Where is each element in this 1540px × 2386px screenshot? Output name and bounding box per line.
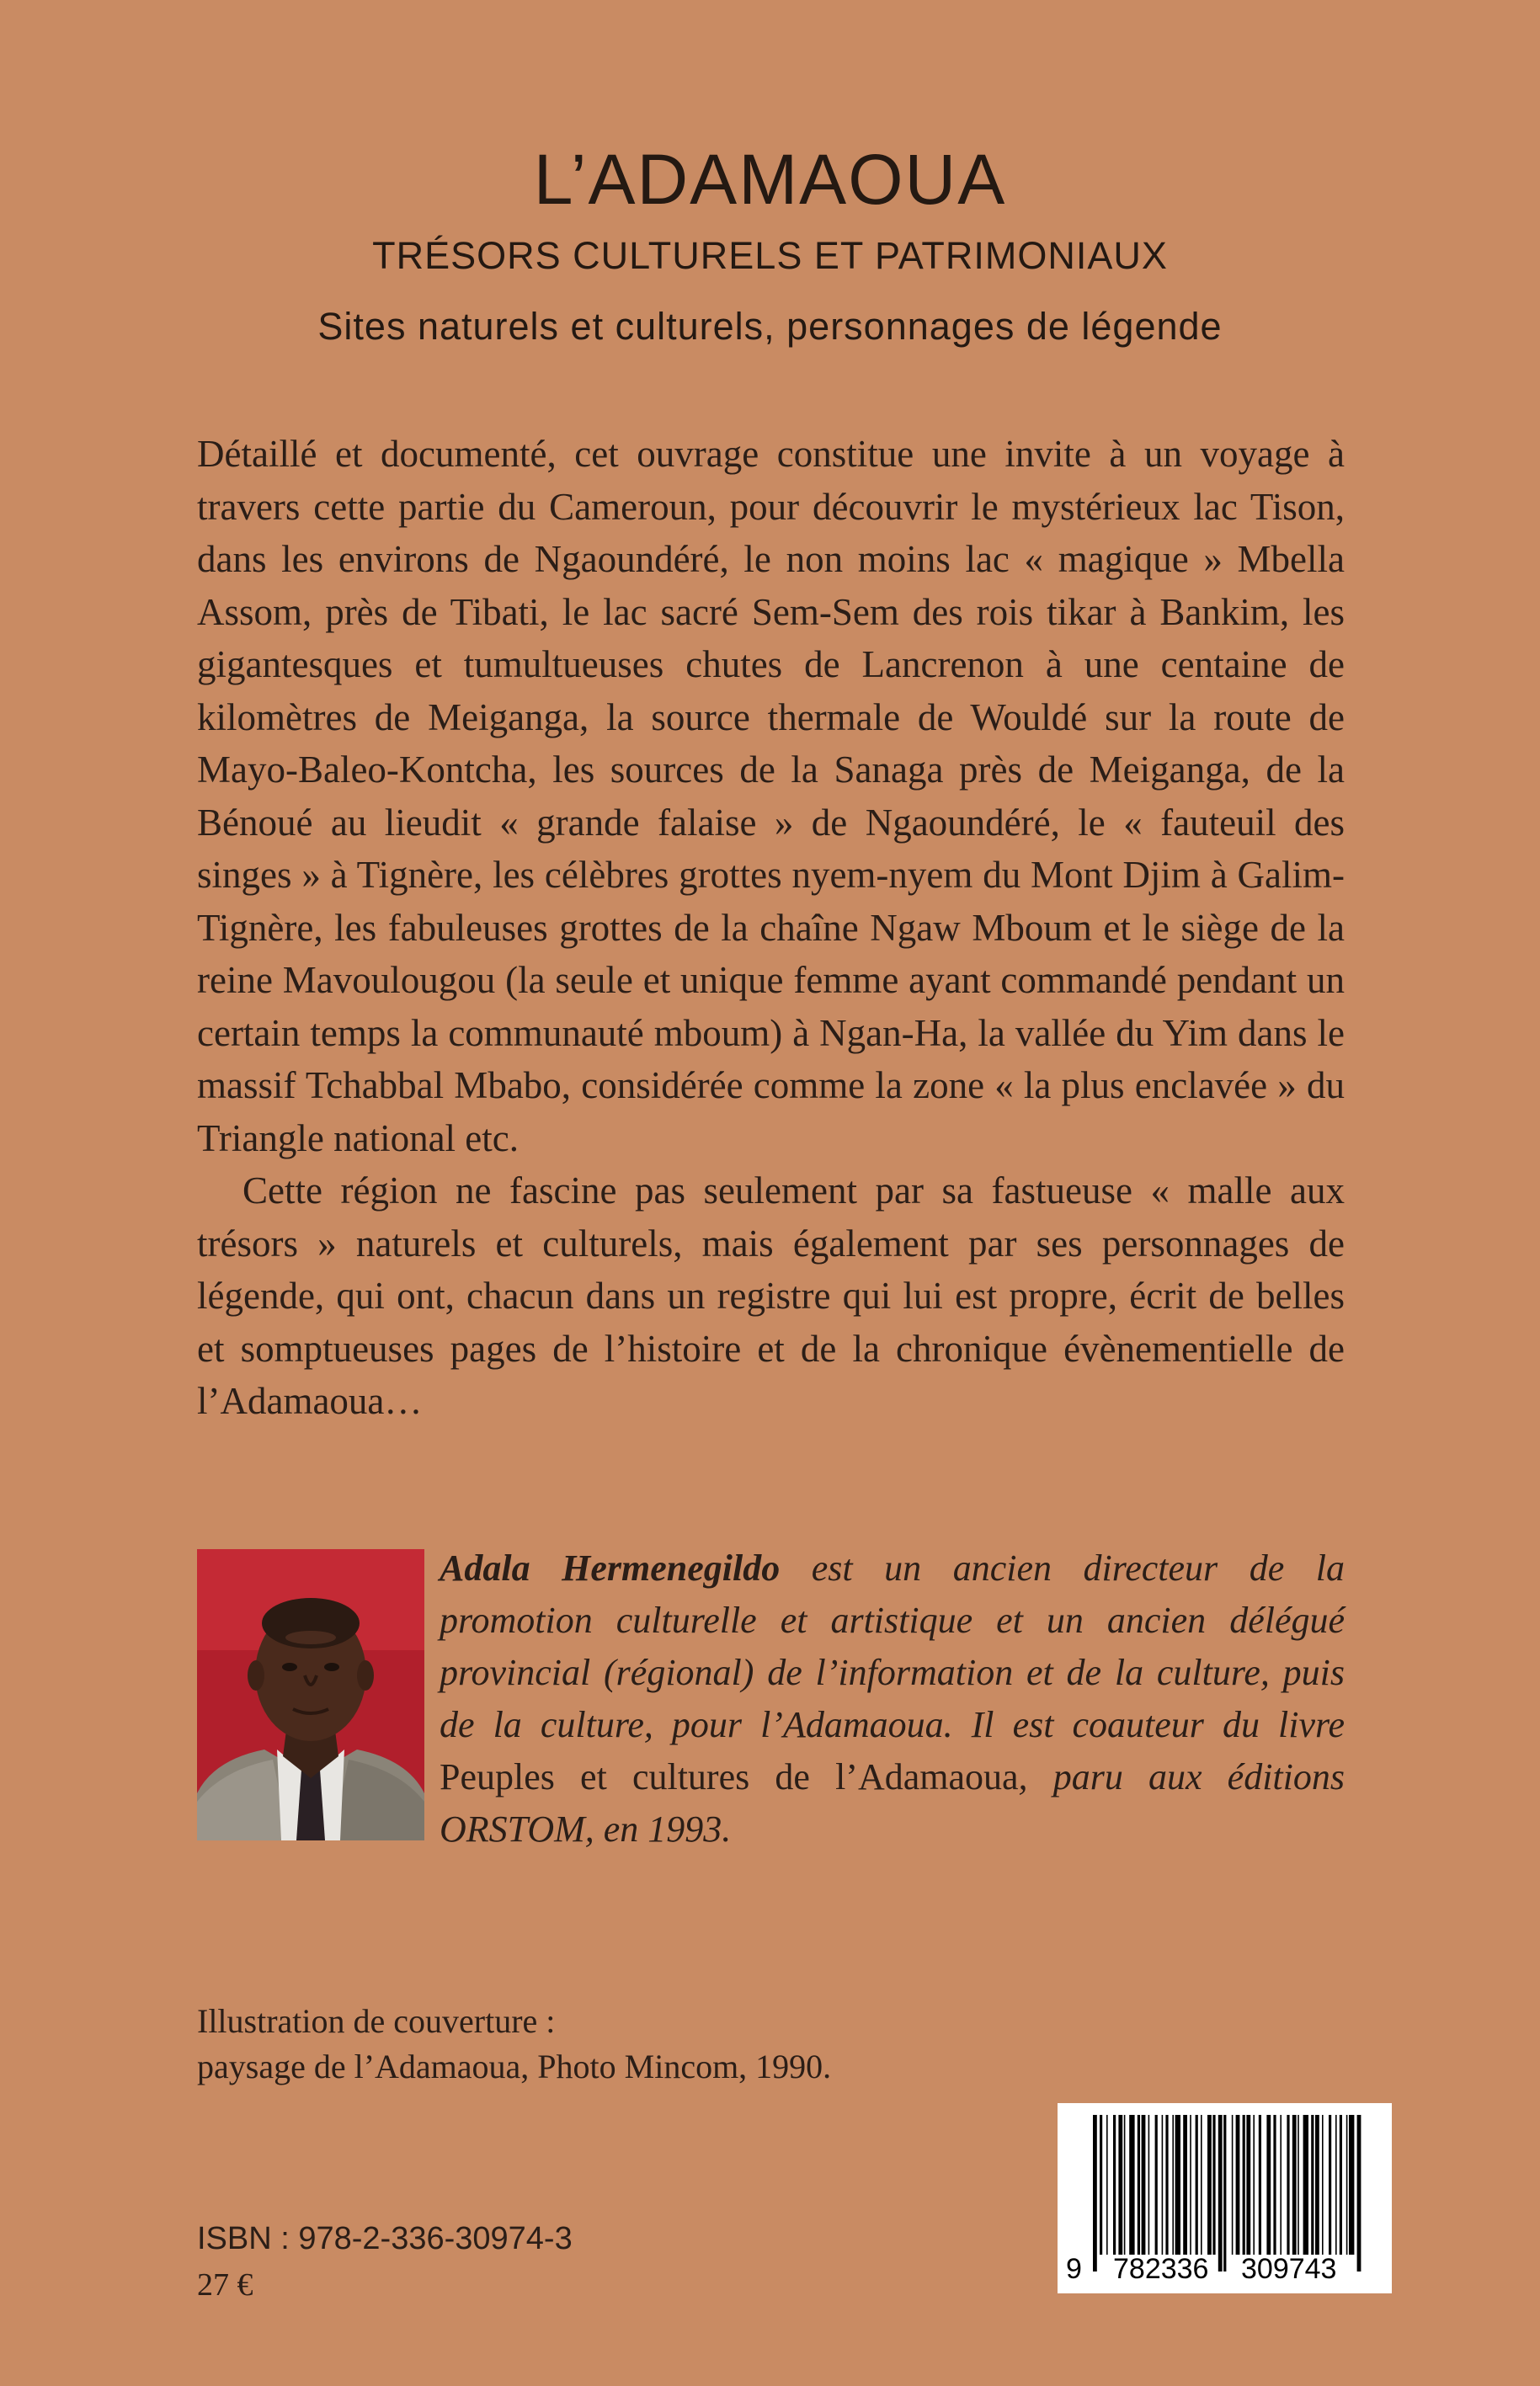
author-name: Adala Hermenegildo <box>440 1547 781 1589</box>
author-bio <box>440 1542 1345 1856</box>
barcode <box>1058 2103 1392 2293</box>
book-description <box>197 428 1345 1428</box>
coauthored-book-title: Peuples et cultures de l’Adamaoua <box>440 1756 1019 1797</box>
description-paragraph-1: Détaillé et documenté, cet ouvrage constitue une invite à un voyage à travers cette partie du Cameroun, pour découvrir le mystérieux lac Tison, dans les environs de Ngaoundéré, le non moins lac « magique » Mbella Assom, près de Tibati, le lac sacré Sem-Sem des rois tikar à Bankim, les gigantesques et tumultueuses chutes de Lancrenon à une centaine de kilomètres de Meiganga, la source thermale de Wouldé sur la route de Mayo-Baleo-Kontcha, les sources de la Sanaga près de Meiganga, de la Bénoué au lieudit « grande falaise » de Ngaoundéré, le « fauteuil des singes » à Tignère, les célèbres grottes nyem-nyem du Mont Djim à Galim-Tignère, les fabuleuses grottes de la chaîne Ngaw Mboum et le siège de la reine Mavoulougou (la seule et unique femme ayant commandé pendant un certain temps la communauté mboum) à Ngan-Ha, la vallée du Yim dans le massif Tchabbal Mbabo, considérée comme la zone « la plus enclavée » du Triangle national etc. <box>197 433 1345 1159</box>
description-paragraph-2: Cette région ne fascine pas seulement par sa fastueuse « malle aux trésors » naturels et culturels, mais également par ses personnages de légende, qui ont, chacun dans un registre qui lui est propre, écrit de belles et somptueuses pages de l’histoire et de la chronique évènementielle de l’Adamaoua… <box>197 1169 1345 1422</box>
barcode-digit-prefix: 9 <box>1066 2253 1082 2285</box>
cover-illustration-credit <box>197 1999 1123 2090</box>
author-photo <box>197 1549 424 1840</box>
book-subtitle: TRÉSORS CULTURELS ET PATRIMONIAUX <box>372 234 1168 277</box>
book-title: L’ADAMAOUA <box>533 140 1007 219</box>
barcode-digits-right: 309743 <box>1241 2253 1337 2285</box>
author-bio-text-1: est un ancien directeur de la promotion culturelle et artistique et un ancien délégué provincial (régional) de l’information et de la culture, puis de la culture, pour l’Adamaoua. Il est coauteur du livre <box>440 1547 1345 1745</box>
isbn: ISBN : 978-2-336-30974-3 <box>197 2221 573 2256</box>
author-bio-text-2: , paru aux éditions ORSTOM, en 1993. <box>440 1756 1345 1850</box>
price: 27 € <box>197 2267 253 2303</box>
illustration-credit-line-2: paysage de l’Adamaoua, Photo Mincom, 1990. <box>197 2048 832 2085</box>
book-tagline: Sites naturels et culturels, personnages de légende <box>317 305 1223 348</box>
illustration-credit-line-1: Illustration de couverture : <box>197 2002 556 2040</box>
barcode-digits-left: 782336 <box>1113 2253 1209 2285</box>
